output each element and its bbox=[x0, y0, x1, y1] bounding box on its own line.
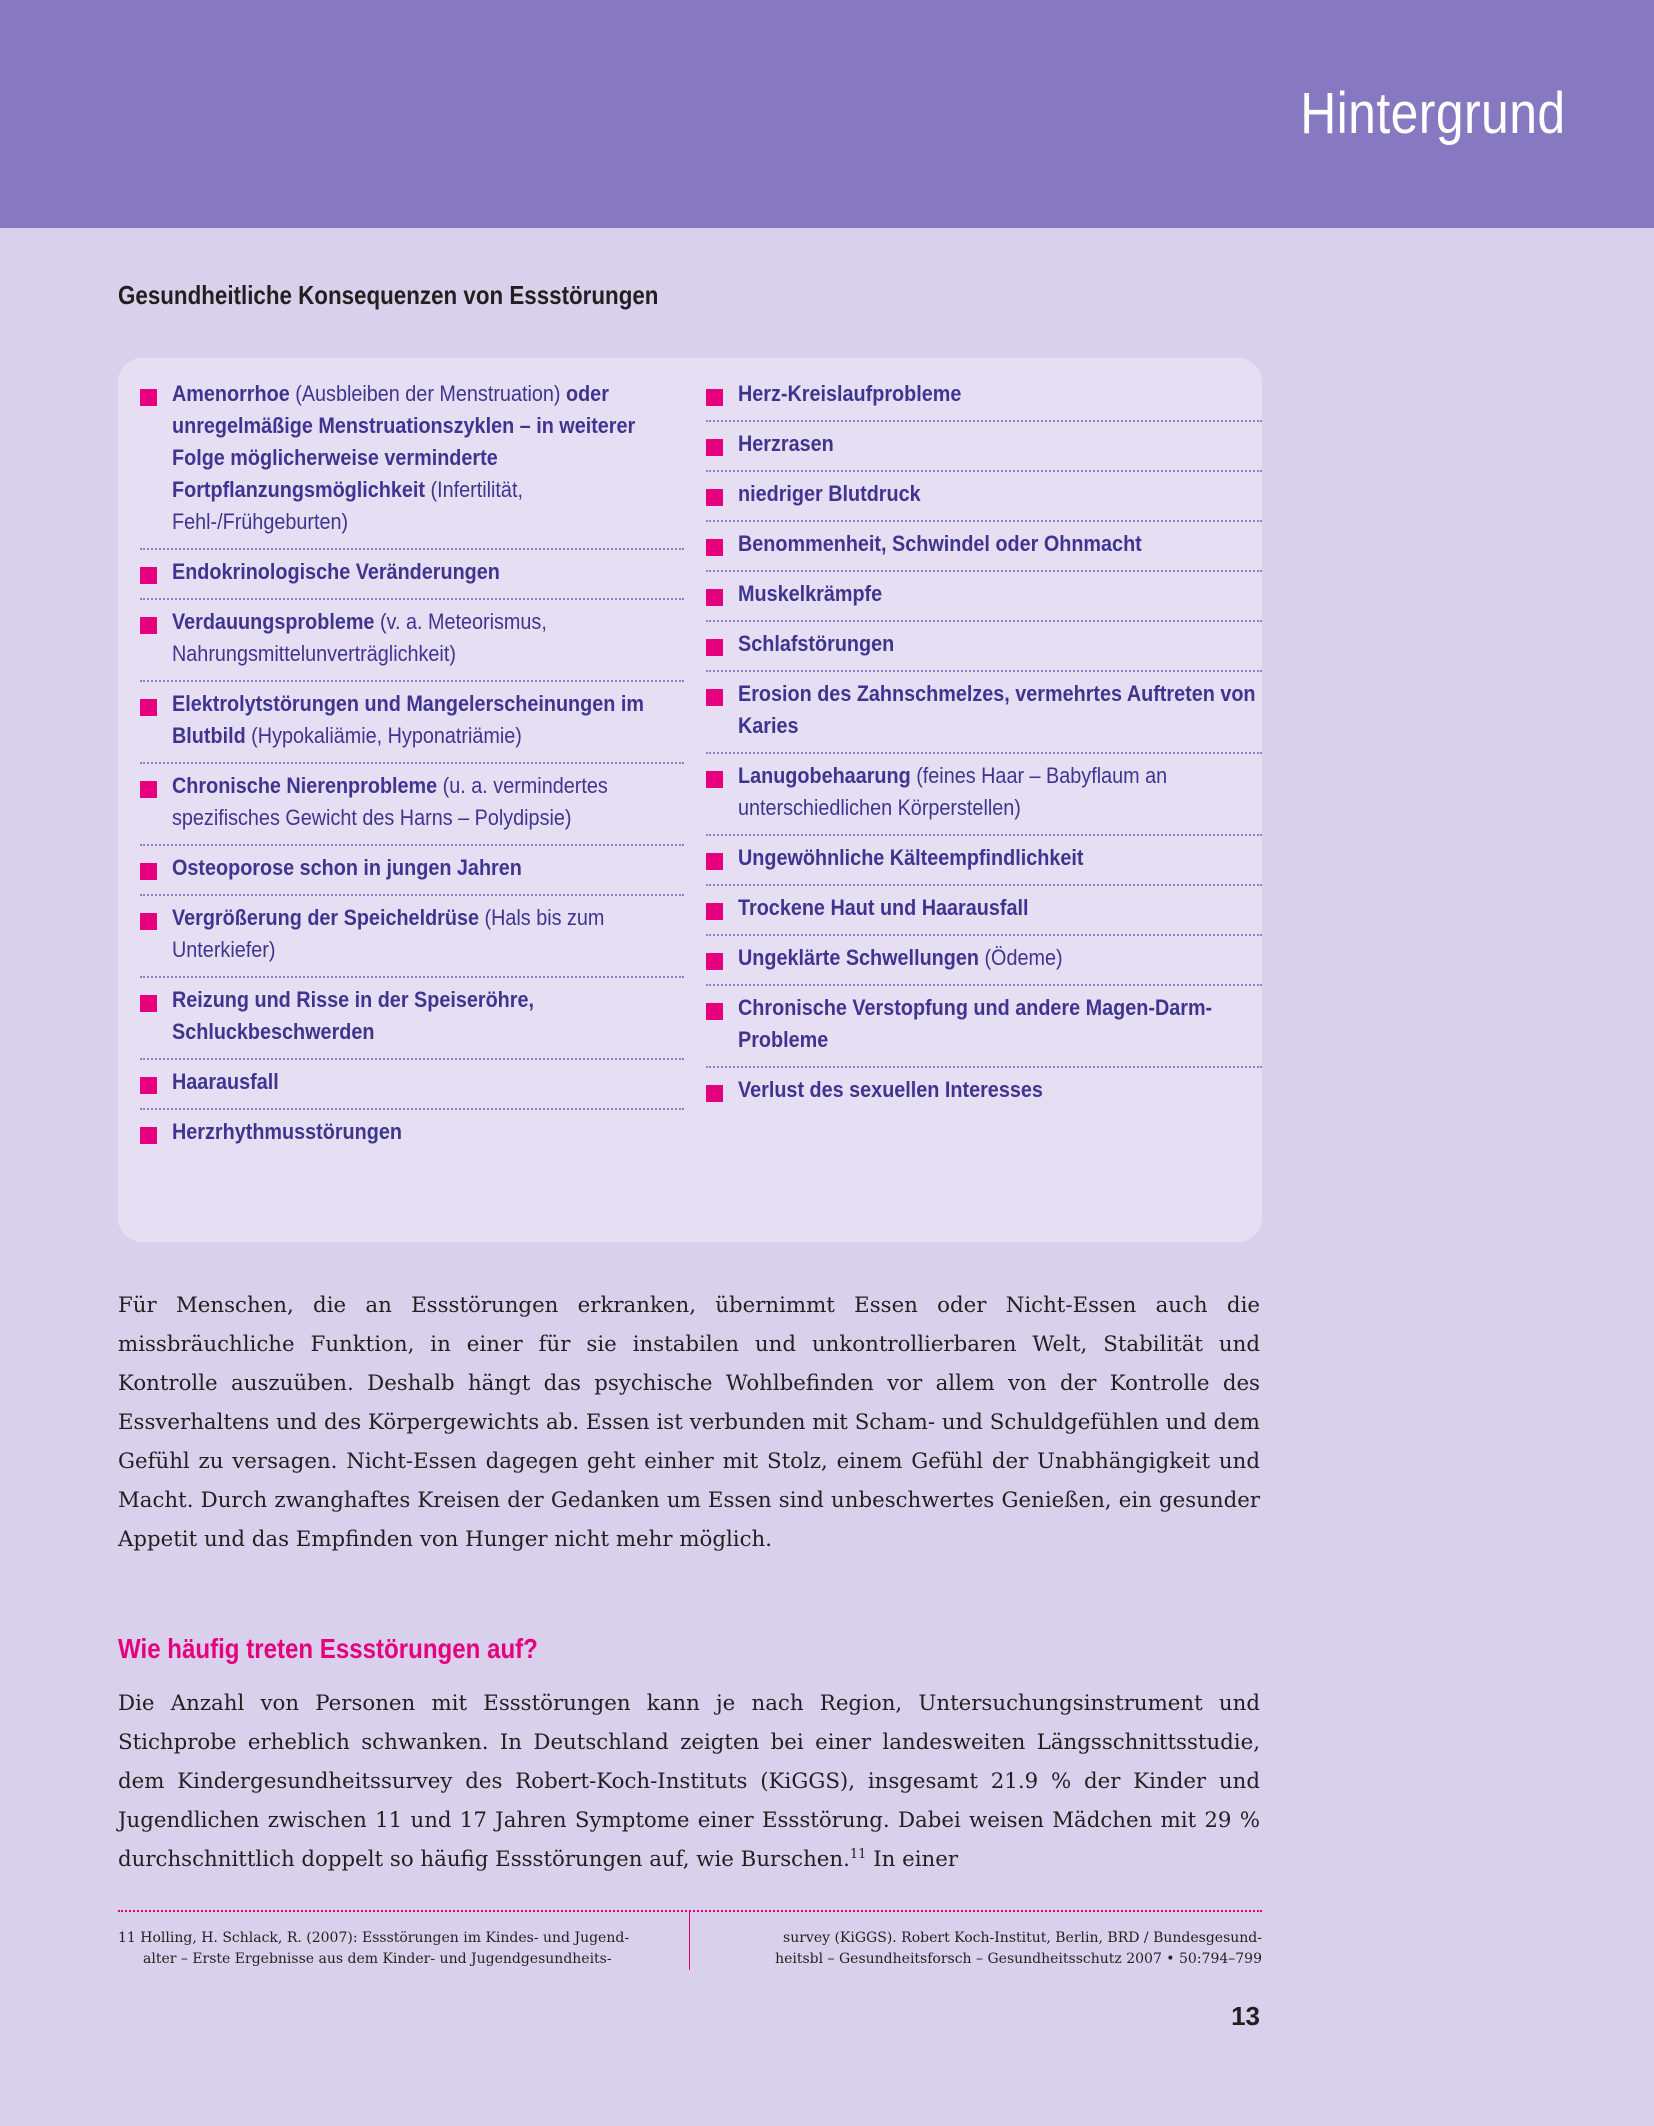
item-bold: Herz-Kreislaufprobleme bbox=[738, 381, 962, 406]
subheading: Wie häufig treten Essstörungen auf? bbox=[118, 1633, 538, 1664]
item-detail: (Ausbleiben der Menstruation) bbox=[289, 381, 561, 406]
body-paragraph: Für Menschen, die an Essstörungen erkranken, übernimmt Essen oder Nicht-Essen auch die missbräuchliche Funktion, in einer für sie instabilen und unkontrollierbaren Welt, Stabilität und Kontrolle auszuüben. Deshalb hängt das psychische Wohlbefinden vor allem von der Kontrolle des Essverhaltens und des Körpergewichts ab. Essen ist verbunden mit Scham- und Schuldgefühlen und dem Gefühl zu versagen. Nicht-Essen dagegen geht einher mit Stolz, einem Gefühl der Unabhängigkeit und Macht. Durch zwanghaftes Kreisen der Gedanken um Essen sind unbeschwertes Genießen, ein gesunder Appetit und das Empfinden von Hunger nicht mehr möglich. bbox=[118, 1293, 1260, 1552]
left-list bbox=[140, 372, 684, 1158]
item-bold: Vergrößerung der Speicheldrüse bbox=[172, 905, 479, 930]
square-bullet-icon bbox=[706, 489, 723, 506]
item-bold: Erosion des Zahnschmelzes, vermehrtes Auftreten von Karies bbox=[738, 681, 1256, 738]
item-bold: Haarausfall bbox=[172, 1069, 279, 1094]
item-detail: (u. a. vermindertes spezifisches Gewicht des Harns – Polydipsie) bbox=[172, 773, 608, 830]
right-list bbox=[706, 372, 1262, 1116]
page-number: 13 bbox=[1231, 2001, 1260, 2031]
list-item bbox=[706, 672, 1262, 754]
item-bold: Verlust des sexuellen Interesses bbox=[738, 1077, 1043, 1102]
item-bold: Ungewöhnliche Kälteempfindlichkeit bbox=[738, 845, 1084, 870]
item-bold: Benommenheit, Schwindel oder Ohnmacht bbox=[738, 531, 1142, 556]
square-bullet-icon bbox=[140, 567, 157, 584]
square-bullet-icon bbox=[140, 781, 157, 798]
item-detail: (Hals bis zum Unterkiefer) bbox=[172, 905, 605, 962]
footnote-right bbox=[733, 1928, 1262, 1970]
item-detail: (Ödeme) bbox=[978, 945, 1063, 970]
square-bullet-icon bbox=[706, 539, 723, 556]
item-bold: Muskelkrämpfe bbox=[738, 581, 883, 606]
square-bullet-icon bbox=[140, 699, 157, 716]
list-item bbox=[140, 846, 684, 896]
list-item bbox=[706, 572, 1262, 622]
square-bullet-icon bbox=[140, 389, 157, 406]
item-bold: Herzrasen bbox=[738, 431, 834, 456]
square-bullet-icon bbox=[140, 617, 157, 634]
item-bold: Ungeklärte Schwellungen bbox=[738, 945, 979, 970]
footnote-line: alter – Erste Ergebnisse aus dem Kinder- und Jugendgesundheits- bbox=[143, 1951, 612, 1967]
square-bullet-icon bbox=[140, 1077, 157, 1094]
list-item bbox=[706, 1068, 1262, 1116]
item-bold: Reizung und Risse in der Speiseröhre, Schluckbeschwerden bbox=[172, 987, 534, 1044]
square-bullet-icon bbox=[140, 1127, 157, 1144]
square-bullet-icon bbox=[706, 1003, 723, 1020]
square-bullet-icon bbox=[706, 639, 723, 656]
list-item bbox=[140, 600, 684, 682]
square-bullet-icon bbox=[706, 1085, 723, 1102]
list-item bbox=[706, 754, 1262, 836]
footnote-left bbox=[118, 1928, 676, 1970]
footnote-column-divider bbox=[689, 1912, 690, 1970]
list-item bbox=[706, 522, 1262, 572]
footnote-line: heitsbl – Gesundheitsforsch – Gesundheitsschutz 2007 • 50:794–799 bbox=[775, 1951, 1262, 1967]
item-detail: (v. a. Meteorismus, Nahrungsmittelunverträglichkeit) bbox=[172, 609, 547, 666]
item-bold: Verdauungsprobleme bbox=[172, 609, 375, 634]
list-item bbox=[140, 372, 684, 550]
item-bold: Lanugobehaarung bbox=[738, 763, 911, 788]
list-item bbox=[706, 986, 1262, 1068]
item-bold: niedriger Blutdruck bbox=[738, 481, 921, 506]
square-bullet-icon bbox=[706, 903, 723, 920]
item-bold: Chronische Verstopfung und andere Magen-Darm-Probleme bbox=[738, 995, 1213, 1052]
square-bullet-icon bbox=[706, 853, 723, 870]
square-bullet-icon bbox=[140, 913, 157, 930]
footnote-line: 11 Holling, H. Schlack, R. (2007): Essstörungen im Kindes- und Jugend- bbox=[118, 1930, 630, 1946]
list-item bbox=[140, 764, 684, 846]
item-detail: (feines Haar – Babyflaum an unterschiedlichen Körperstellen) bbox=[738, 763, 1168, 820]
list-item bbox=[706, 836, 1262, 886]
square-bullet-icon bbox=[140, 995, 157, 1012]
square-bullet-icon bbox=[140, 863, 157, 880]
consequences-box bbox=[118, 358, 1262, 1242]
square-bullet-icon bbox=[706, 771, 723, 788]
list-item bbox=[706, 472, 1262, 522]
item-detail: (Infertilität, Fehl-/Frühgeburten) bbox=[172, 477, 523, 534]
item-bold: Chronische Nierenprobleme bbox=[172, 773, 438, 798]
item-bold: Herzrhythmusstörungen bbox=[172, 1119, 402, 1144]
item-bold: Trockene Haut und Haarausfall bbox=[738, 895, 1029, 920]
item-bold: oder unregelmäßige Menstruationszyklen – in weiterer Folge möglicherweise verminderte Fortpflanzungsmöglichkeit bbox=[172, 381, 636, 502]
list-item bbox=[706, 936, 1262, 986]
footnote-divider bbox=[118, 1910, 1262, 1912]
item-bold: Osteoporose schon in jungen Jahren bbox=[172, 855, 522, 880]
list-item bbox=[140, 682, 684, 764]
body-paragraph bbox=[118, 1684, 1260, 1879]
chapter-title: Hintergrund bbox=[1300, 81, 1566, 146]
list-item bbox=[140, 896, 684, 978]
list-item bbox=[140, 1110, 684, 1158]
list-item bbox=[706, 372, 1262, 422]
list-item bbox=[706, 422, 1262, 472]
list-item bbox=[706, 886, 1262, 936]
header-bar bbox=[0, 0, 1654, 228]
square-bullet-icon bbox=[706, 953, 723, 970]
item-bold: Elektrolytstörungen und Mangelerscheinungen im Blutbild bbox=[172, 691, 644, 748]
item-bold: Endokrinologische Veränderungen bbox=[172, 559, 500, 584]
paragraph-text: In einer bbox=[866, 1847, 959, 1872]
footnote-line: survey (KiGGS). Robert Koch-Institut, Berlin, BRD / Bundesgesund- bbox=[783, 1930, 1262, 1946]
square-bullet-icon bbox=[706, 389, 723, 406]
item-detail: (Hypokaliämie, Hyponatriämie) bbox=[245, 723, 522, 748]
list-item bbox=[140, 550, 684, 600]
list-item bbox=[140, 1060, 684, 1110]
item-bold: Schlafstörungen bbox=[738, 631, 895, 656]
item-bold: Amenorrhoe bbox=[172, 381, 290, 406]
square-bullet-icon bbox=[706, 439, 723, 456]
square-bullet-icon bbox=[706, 589, 723, 606]
list-item bbox=[140, 978, 684, 1060]
section-title: Gesundheitliche Konsequenzen von Essstörungen bbox=[118, 280, 659, 310]
paragraph-text: Die Anzahl von Personen mit Essstörungen kann je nach Region, Untersuchungsinstrument und Stichprobe erheblich schwanken. In Deutschland zeigten bei einer landesweiten Längsschnittsstudie, dem Kindergesundheitssurvey des Robert-Koch-Instituts (KiGGS), insgesamt 21.9 % der Kinder und Jugendlichen zwischen 11 und 17 Jahren Symptome einer Essstörung. Dabei weisen Mädchen mit 29 % durchschnittlich doppelt so häufig Essstörungen auf, wie Burschen. bbox=[118, 1691, 1260, 1872]
footnote-reference: 11 bbox=[849, 1846, 867, 1862]
list-item bbox=[706, 622, 1262, 672]
square-bullet-icon bbox=[706, 689, 723, 706]
